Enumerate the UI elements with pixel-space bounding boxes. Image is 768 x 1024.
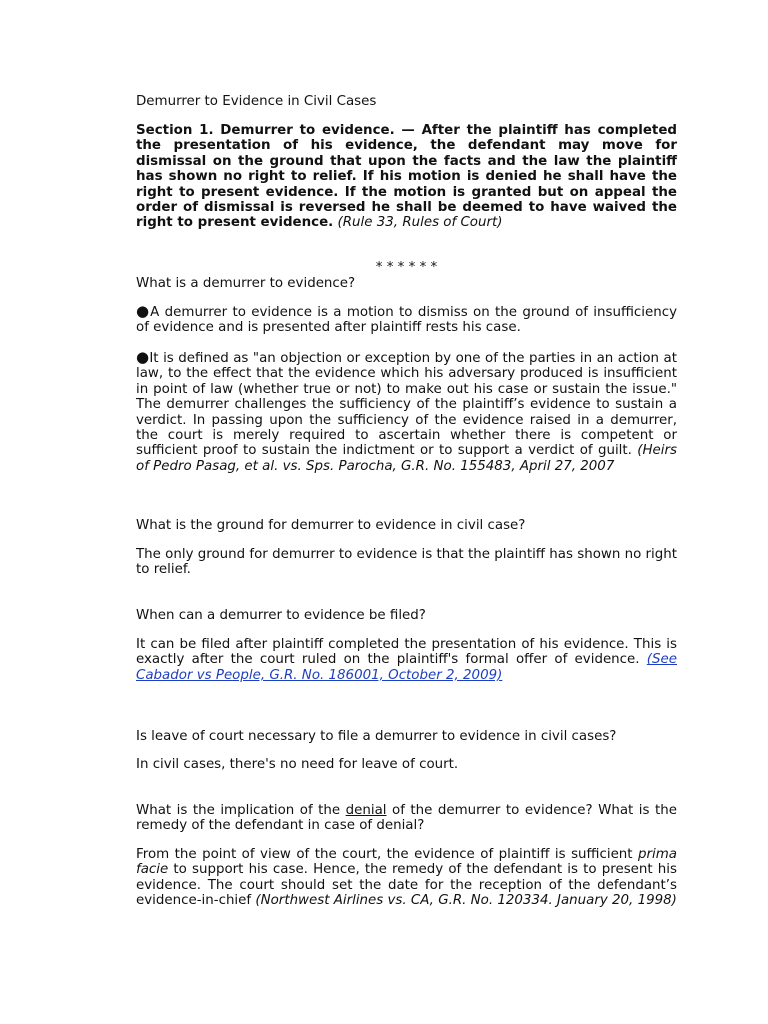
section-1-citation: (Rule 33, Rules of Court) xyxy=(337,215,503,231)
section-1-paragraph xyxy=(136,123,677,231)
answer-5 xyxy=(136,847,677,909)
answer-5-italic: prima facie xyxy=(136,847,677,878)
answer-5-citation: (Northwest Airlines vs. CA, G.R. No. 120334. January 20, 1998) xyxy=(255,893,677,909)
answer-1b-text: It is defined as "an objection or exception by one of the parties in an action at law, to the effect that the evidence which his adversary produced is insufficient in point of law (whether true or not) to make out his case or sustain the issue." The demurrer challenges the sufficiency of the plaintiff’s evidence to sustain a verdict. In passing upon the sufficiency of the evidence raised in a demurrer, the court is merely required to ascertain whether there is competent or sufficient proof to sustain the indictment or to support a verdict of guilt. xyxy=(136,351,677,459)
answer-3 xyxy=(136,637,677,683)
answer-1b-citation: (Heirs of Pedro Pasag, et al. vs. Sps. Parocha, G.R. No. 155483, April 27, 2007 xyxy=(136,443,677,474)
separator-asterisks: * * * * * * xyxy=(375,260,438,275)
answer-1a xyxy=(136,304,677,336)
answer-2: The only ground for demurrer to evidence is that the plaintiff has shown no right to relief. xyxy=(136,547,677,578)
cabador-citation-link[interactable]: (See Cabador vs People, G.R. No. 186001, October 2, 2009) xyxy=(136,652,677,683)
question-5-pre: What is the implication of the xyxy=(136,803,341,818)
question-4: Is leave of court necessary to file a demurrer to evidence in civil cases? xyxy=(136,729,617,744)
bullet-icon: ● xyxy=(136,302,151,320)
question-2: What is the ground for demurrer to evidence in civil case? xyxy=(136,518,526,533)
answer-3-text: It can be filed after plaintiff completed the presentation of his evidence. This is exactly after the court ruled on the plaintiff's formal offer of evidence. xyxy=(136,637,677,668)
question-1: What is a demurrer to evidence? xyxy=(136,276,356,291)
question-3: When can a demurrer to evidence be filed? xyxy=(136,608,426,623)
answer-1a-text: A demurrer to evidence is a motion to dismiss on the ground of insufficiency of evidence and is presented after plaintiff rests his case. xyxy=(136,305,678,336)
question-5-post: of the demurrer to evidence? What is the remedy of the defendant in case of denial? xyxy=(136,803,677,834)
question-5-underlined: denial xyxy=(345,803,387,818)
answer-4: In civil cases, there's no need for leave of court. xyxy=(136,757,459,772)
bullet-icon: ● xyxy=(136,348,150,366)
answer-1b xyxy=(136,350,677,474)
document-title: Demurrer to Evidence in Civil Cases xyxy=(136,94,377,109)
question-5 xyxy=(136,803,677,834)
section-1-text: Section 1. Demurrer to evidence. — After the plaintiff has completed the presentation of his evidence, the defendant may move for dismissal on the ground that upon the facts and the law the plaintiff has shown no right to relief. If his motion is denied he shall have the right to present evidence. If the motion is granted but on appeal the order of dismissal is reversed he shall be deemed to have waived the right to present evidence. xyxy=(136,123,677,231)
answer-5-post: to support his case. Hence, the remedy of the defendant is to present his evidence. The court should set the date for the reception of the defendant’s evidence-in-chief xyxy=(136,862,677,909)
answer-5-pre: From the point of view of the court, the evidence of plaintiff is sufficient xyxy=(136,847,633,862)
